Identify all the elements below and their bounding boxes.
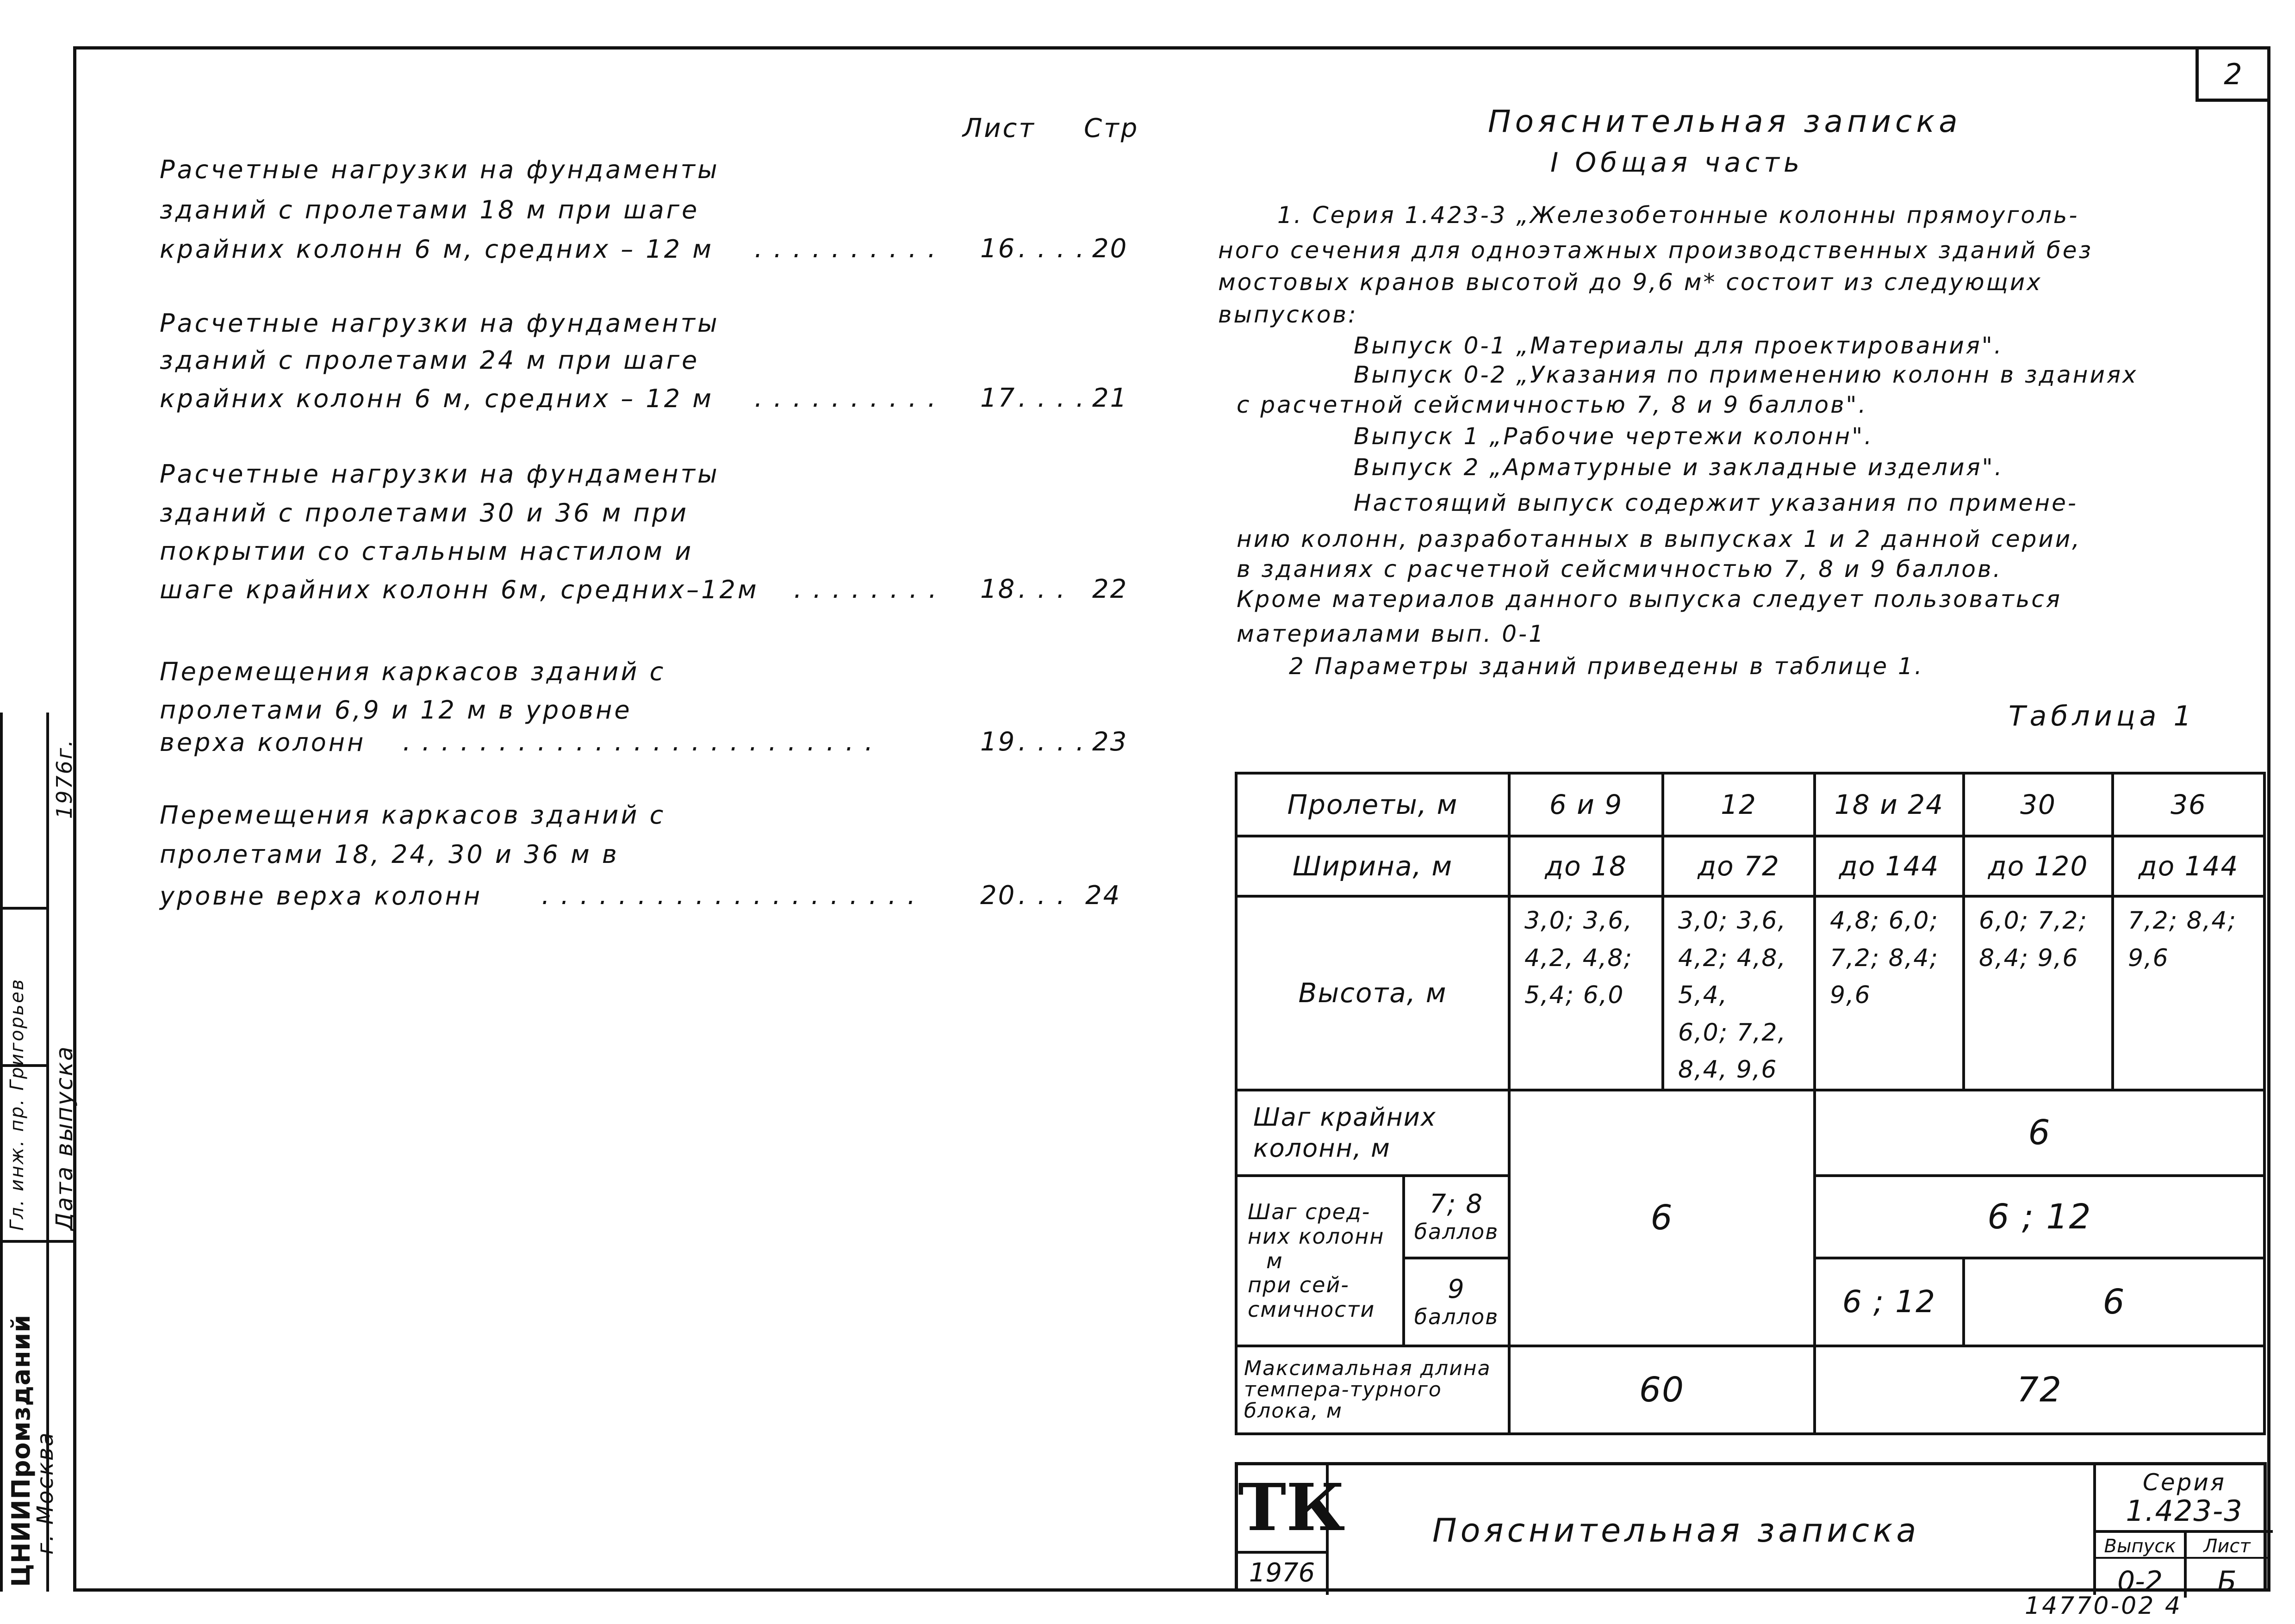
span-label: Пролеты, м (1236, 773, 1509, 836)
sheet-label: Лист (2184, 1536, 2270, 1559)
parameters-table (1235, 772, 2266, 1435)
toc-line: Перемещения каркасов зданий с (160, 657, 666, 686)
note-line: с расчетной сейсмичностью 7, 8 и 9 баллов". (1237, 391, 1868, 418)
seismicity-9: 9 баллов (1404, 1258, 1509, 1346)
height-values: 3,0; 3,6, 4,2; 4,8, 5,4, 6,0; 7,2, 8,4, 9,6 (1663, 896, 1815, 1090)
height-values: 6,0; 7,2; 8,4; 9,6 (1964, 896, 2113, 1090)
note-line: Выпуск 0-2 „Указания по применению колонн в зданиях (1354, 361, 2138, 388)
width-value: до 144 (2113, 836, 2264, 896)
toc-line: шаге крайних колонн 6м, средних–12м (160, 575, 759, 604)
toc-header-page: Стр (1084, 113, 1139, 143)
height-label: Высота, м (1236, 896, 1509, 1090)
toc-line: крайних колонн 6 м, средних – 12 м (160, 384, 714, 413)
toc-leader: . . . (1018, 574, 1067, 604)
toc-line: Расчетные нагрузки на фундаменты (160, 309, 720, 338)
toc-line: зданий с пролетами 30 и 36 м при (160, 498, 689, 527)
toc-leader: . . . . . . . . . . . . . . . . . . . . (541, 880, 917, 911)
width-value: до 72 (1663, 836, 1815, 896)
issue-value: 0-2 (2117, 1565, 2163, 1598)
chief-engineer: Гл. инж. пр. Григорьев (6, 978, 28, 1231)
width-label: Ширина, м (1236, 836, 1509, 896)
toc-leader: . . . . . . . . . . (754, 383, 938, 413)
note-line: Кроме материалов данного выпуска следует пользоваться (1237, 586, 2062, 613)
note-line: нию колонн, разработанных в выпусках 1 и 2 данной серии, (1237, 526, 2082, 552)
toc-leader: . . . (1018, 880, 1067, 911)
stamp-title: Пояснительная записка (1432, 1512, 1920, 1550)
note-line: Выпуск 2 „Арматурные и закладные изделия". (1354, 454, 2004, 481)
toc-line: крайних колонн 6 м, средних – 12 м (160, 235, 714, 264)
height-values: 4,8; 6,0; 7,2; 8,4; 9,6 (1815, 896, 1964, 1090)
toc-page-number: 21 (1092, 383, 1128, 413)
toc-leader: . . . . . . . . (794, 574, 939, 604)
toc-list-number: 17 (980, 383, 1016, 413)
width-value: до 120 (1964, 836, 2113, 896)
toc-page-number: 23 (1092, 727, 1128, 757)
note-line: в зданиях с расчетной сейсмичностью 7, 8 и 9 баллов. (1237, 556, 2003, 583)
toc-line: зданий с пролетами 18 м при шаге (160, 195, 700, 224)
toc-line: верха колонн (160, 728, 366, 757)
org-name: ЦНИИПромзданий (6, 1314, 36, 1587)
note-line: Выпуск 1 „Рабочие чертежи колонн". (1354, 423, 1874, 450)
toc-line: покрытии со стальным настилом и (160, 537, 694, 566)
note-line: ного сечения для одноэтажных производственных зданий без (1218, 237, 2093, 264)
toc-leader: . . . . . . . . . . (754, 234, 938, 264)
note-line: материалами вып. 0-1 (1237, 620, 1545, 647)
height-values: 3,0; 3,6, 4,2, 4,8; 5,4; 6,0 (1509, 896, 1663, 1090)
table-caption: Таблица 1 (2009, 700, 2195, 732)
note-subtitle: I Общая часть (1550, 147, 1804, 178)
toc-line: пролетами 18, 24, 30 и 36 м в (160, 840, 619, 869)
toc-line: Расчетные нагрузки на фундаменты (160, 459, 720, 489)
toc-leader: . . . . . . . . . . . . . . . . . . . . . . . . . (403, 727, 875, 757)
toc-list-number: 18 (980, 574, 1016, 604)
toc-page-number: 22 (1092, 574, 1128, 604)
edge-step-value: 6 (1815, 1090, 2264, 1176)
max-length-a: 60 (1509, 1346, 1815, 1434)
note-line: 2 Параметры зданий приведены в таблице 1. (1289, 653, 1924, 680)
width-value: до 144 (1815, 836, 1964, 896)
note-line: Выпуск 0-1 „Материалы для проектирования". (1354, 332, 2003, 359)
note-line: мостовых кранов высотой до 9,6 м* состоит из следующих (1218, 269, 2042, 296)
toc-header-list: Лист (963, 113, 1036, 143)
edge-step-label: Шаг крайних колонн, м (1236, 1090, 1509, 1176)
span-value: 36 (2113, 773, 2264, 836)
sheet-value: Б (2217, 1565, 2237, 1598)
toc-line: пролетами 6,9 и 12 м в уровне (160, 695, 632, 725)
toc-leader: . . . . (1018, 383, 1086, 413)
step-value-small-spans: 6 (1509, 1090, 1815, 1346)
note-line: Настоящий выпуск содержит указания по примене- (1354, 490, 2078, 516)
toc-line: Перемещения каркасов зданий с (160, 800, 666, 830)
stamp-year: 1976 (1238, 1551, 1329, 1595)
mid-step-9-value-b: 6 (1964, 1258, 2264, 1346)
title-block (1235, 1462, 2267, 1598)
toc-list-number: 19 (980, 727, 1016, 757)
span-value: 30 (1964, 773, 2113, 836)
toc-page-number: 24 (1085, 880, 1121, 911)
issue-label: Выпуск (2096, 1536, 2184, 1559)
issue-date-label: Дата выпуска (51, 1045, 78, 1231)
span-value: 12 (1663, 773, 1815, 836)
span-value: 6 и 9 (1509, 773, 1663, 836)
archive-code: 14770-02 4 (2025, 1592, 2182, 1620)
side-stamp (0, 713, 78, 1592)
width-value: до 18 (1509, 836, 1663, 896)
toc-leader: . . . . (1018, 234, 1086, 264)
issue-year: 1976г. (52, 738, 77, 819)
note-title: Пояснительная записка (1488, 104, 1962, 139)
max-length-label: Максимальная длина темпера-турного блока, м (1236, 1346, 1509, 1434)
series-value: 1.423-3 (2126, 1494, 2243, 1528)
toc-list-number: 20 (980, 880, 1016, 911)
series-box (2093, 1465, 2273, 1598)
mid-step-label: Шаг сред- них колонн м при сей- смичности (1236, 1176, 1404, 1346)
toc-page-number: 20 (1092, 234, 1128, 264)
note-line: выпусков: (1218, 301, 1358, 328)
max-length-b: 72 (1815, 1346, 2264, 1434)
org-city: г. Москва (32, 1431, 58, 1555)
toc-list-number: 16 (980, 234, 1016, 264)
toc-line: Расчетные нагрузки на фундаменты (160, 155, 720, 184)
sheet-number: 2 (2195, 46, 2270, 102)
toc-leader: . . . . (1018, 727, 1086, 757)
span-value: 18 и 24 (1815, 773, 1964, 836)
series-label: Серия (2143, 1469, 2226, 1496)
note-line: 1. Серия 1.423-3 „Железобетонные колонны прямоуголь- (1277, 202, 2079, 229)
seismicity-7-8: 7; 8 баллов (1404, 1176, 1509, 1258)
toc-line: уровне верха колонн (160, 881, 483, 911)
mid-step-7-8-value: 6 ; 12 (1815, 1176, 2264, 1258)
tk-logo: ТК (1238, 1465, 1329, 1554)
height-values: 7,2; 8,4; 9,6 (2113, 896, 2264, 1090)
mid-step-9-value-a: 6 ; 12 (1815, 1258, 1964, 1346)
toc-line: зданий с пролетами 24 м при шаге (160, 346, 700, 375)
